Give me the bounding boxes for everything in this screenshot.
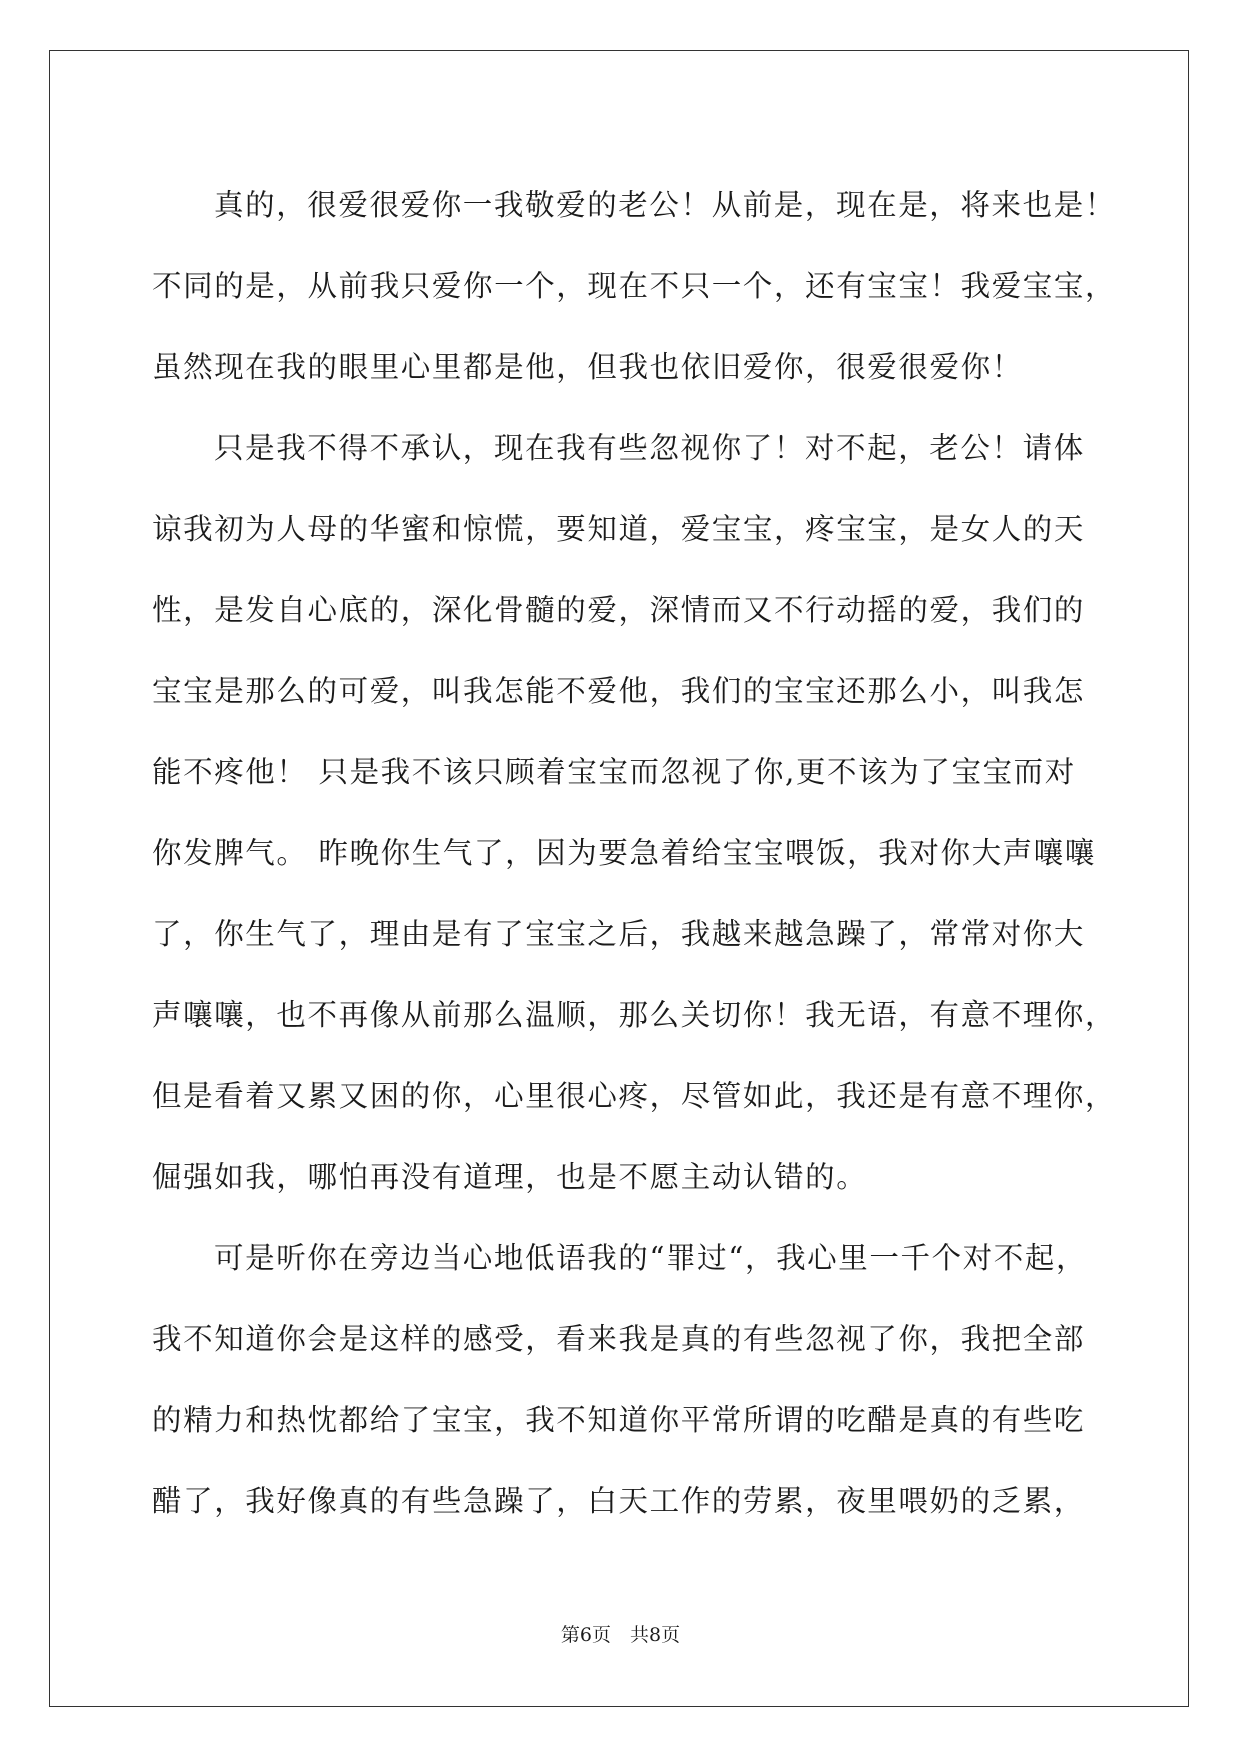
text-line: 的精力和热忱都给了宝宝，我不知道你平常所谓的吃醋是真的有些吃: [152, 1403, 1086, 1437]
text-line: 能不疼他！ 只是我不该只顾着宝宝而忽视了你,更不该为了宝宝而对: [152, 755, 1076, 789]
text-line: 虽然现在我的眼里心里都是他，但我也依旧爱你，很爱很爱你！: [152, 350, 1023, 384]
text-line: 性，是发自心底的，深化骨髓的爱，深情而又不行动摇的爱，我们的: [152, 593, 1086, 627]
text-line: 我不知道你会是这样的感受，看来我是真的有些忽视了你，我把全部: [152, 1322, 1086, 1356]
text-line: 真的，很爱很爱你一我敬爱的老公！从前是，现在是，将来也是！: [214, 188, 1116, 222]
text-line: 了，你生气了，理由是有了宝宝之后，我越来越急躁了，常常对你大: [152, 917, 1086, 951]
text-line: 可是听你在旁边当心地低语我的“罪过“，我心里一千个对不起，: [214, 1241, 1088, 1275]
text-line: 不同的是，从前我只爱你一个，现在不只一个，还有宝宝！我爱宝宝，: [152, 269, 1117, 303]
text-line: 谅我初为人母的华蜜和惊慌，要知道，爱宝宝，疼宝宝，是女人的天: [152, 512, 1086, 546]
document-body: [152, 165, 1117, 1542]
text-line: 只是我不得不承认，现在我有些忽视你了！对不起，老公！请体: [214, 431, 1085, 465]
text-line: 宝宝是那么的可爱，叫我怎能不爱他，我们的宝宝还那么小，叫我怎: [152, 674, 1086, 708]
page-number: 第6页 共8页: [560, 1624, 681, 1646]
text-line: 醋了，我好像真的有些急躁了，白天工作的劳累，夜里喂奶的乏累，: [152, 1484, 1086, 1518]
text-line: 但是看着又累又困的你，心里很心疼，尽管如此，我还是有意不理你，: [152, 1079, 1117, 1113]
text-line: 你发脾气。 昨晚你生气了，因为要急着给宝宝喂饭，我对你大声嚷嚷: [152, 836, 1096, 870]
text-line: 倔强如我，哪怕再没有道理，也是不愿主动认错的。: [152, 1160, 868, 1194]
text-line: 声嚷嚷，也不再像从前那么温顺，那么关切你！我无语，有意不理你，: [152, 998, 1117, 1032]
